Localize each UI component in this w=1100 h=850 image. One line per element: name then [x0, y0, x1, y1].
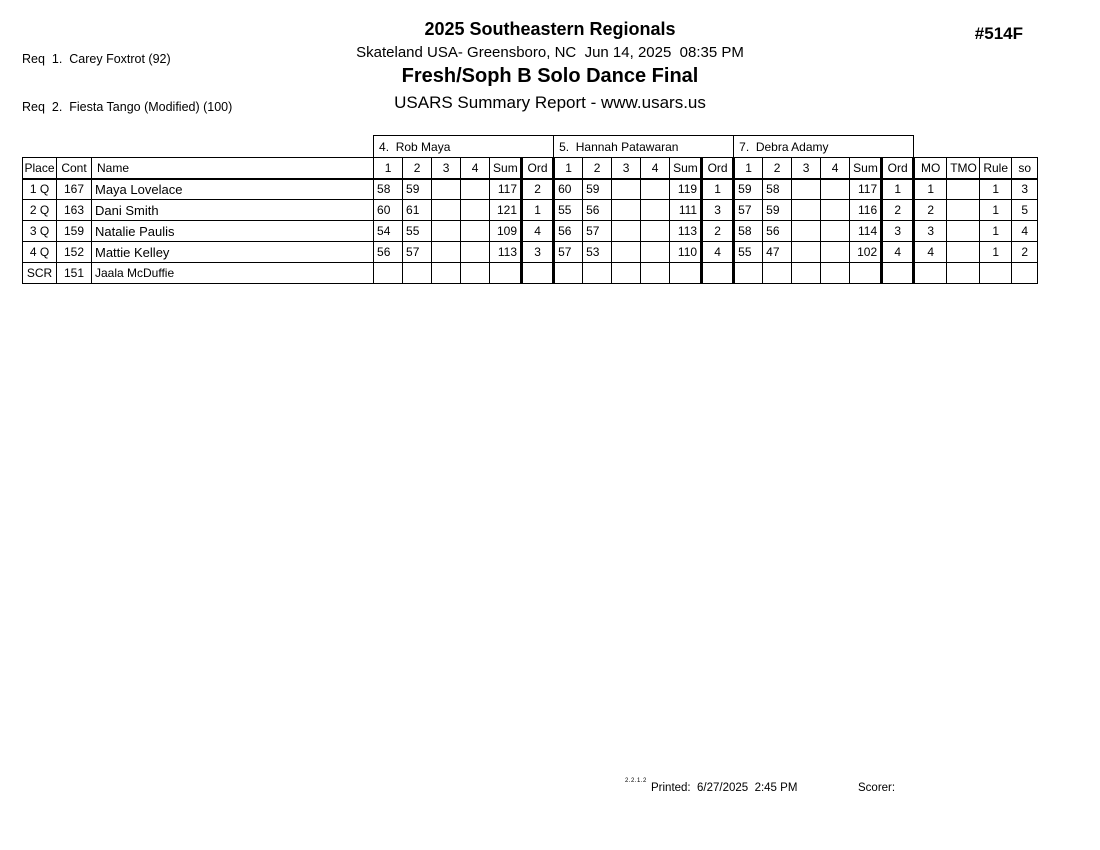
ordinal-cell: 4 [882, 242, 914, 263]
ordinal-cell: 2 [882, 200, 914, 221]
score-cell: 60 [374, 200, 403, 221]
score-cell [432, 179, 461, 200]
score-cell [821, 200, 850, 221]
sum-ordinals-cell: 4 [1012, 221, 1038, 242]
sum-column-header: Sum [670, 158, 702, 179]
score-cell [432, 221, 461, 242]
ordinal-cell: 4 [702, 242, 734, 263]
report-title: USARS Summary Report - www.usars.us [394, 93, 706, 112]
score-cell [792, 242, 821, 263]
score-cell [641, 263, 670, 284]
score-cell: 57 [403, 242, 432, 263]
ordinal-cell: 1 [882, 179, 914, 200]
sum-ordinals-cell [1012, 263, 1038, 284]
rule-column-header: Rule [980, 158, 1012, 179]
software-version: 2.2.1.2 [625, 778, 647, 784]
rule-cell: 1 [980, 179, 1012, 200]
table-row [23, 200, 1038, 221]
score-cell: 47 [763, 242, 792, 263]
score-cell [612, 200, 641, 221]
score-cell: 56 [583, 200, 612, 221]
sum-column-header: Sum [490, 158, 522, 179]
score-cell [461, 263, 490, 284]
judge-3-name: 7. Debra Adamy [734, 136, 914, 158]
results-table [22, 135, 1038, 284]
name-column-header: Name [92, 158, 374, 179]
score-cell: 55 [403, 221, 432, 242]
majority-ordinal-cell: 2 [914, 200, 947, 221]
skater-name-cell: Natalie Paulis [92, 221, 374, 242]
skater-name-cell: Maya Lovelace [92, 179, 374, 200]
score-cell [792, 263, 821, 284]
score-cell: 59 [763, 200, 792, 221]
results-table-body [23, 179, 1038, 284]
sum-ordinals-cell: 5 [1012, 200, 1038, 221]
sum-column-header: Sum [850, 158, 882, 179]
score-cell [821, 263, 850, 284]
score-column-header: 1 [734, 158, 763, 179]
total-majority-ordinal-cell [947, 221, 980, 242]
score-column-header: 3 [432, 158, 461, 179]
score-cell [821, 179, 850, 200]
mo-column-header: MO [914, 158, 947, 179]
rule-cell [980, 263, 1012, 284]
ordinal-cell [702, 263, 734, 284]
table-row [23, 242, 1038, 263]
contestant-number-cell: 151 [57, 263, 92, 284]
score-cell: 59 [403, 179, 432, 200]
majority-ordinal-cell [914, 263, 947, 284]
place-cell: 1 Q [23, 179, 57, 200]
total-majority-ordinal-cell [947, 263, 980, 284]
sum-cell [670, 263, 702, 284]
score-cell [461, 221, 490, 242]
total-majority-ordinal-cell [947, 200, 980, 221]
score-cell: 56 [374, 242, 403, 263]
place-cell: 2 Q [23, 200, 57, 221]
score-cell [461, 200, 490, 221]
sum-cell: 113 [490, 242, 522, 263]
venue-date-line: Skateland USA- Greensboro, NC Jun 14, 2025 08:35 PM [356, 44, 744, 61]
score-cell [792, 221, 821, 242]
skater-name-cell: Jaala McDuffie [92, 263, 374, 284]
score-column-header: 3 [792, 158, 821, 179]
score-cell: 57 [734, 200, 763, 221]
ord-column-header: Ord [702, 158, 734, 179]
table-row [23, 263, 1038, 284]
score-cell [583, 263, 612, 284]
sum-cell: 119 [670, 179, 702, 200]
score-cell [461, 179, 490, 200]
judge-header-spacer [23, 136, 374, 158]
column-header-row [23, 158, 1038, 179]
score-cell: 57 [554, 242, 583, 263]
ordinal-cell: 2 [522, 179, 554, 200]
score-cell [821, 221, 850, 242]
sum-cell: 117 [850, 179, 882, 200]
ordinal-cell: 1 [522, 200, 554, 221]
ord-column-header: Ord [882, 158, 914, 179]
score-cell: 57 [583, 221, 612, 242]
score-cell [432, 200, 461, 221]
ordinal-cell [882, 263, 914, 284]
sum-cell: 114 [850, 221, 882, 242]
score-cell [612, 221, 641, 242]
score-cell [763, 263, 792, 284]
event-title: Fresh/Soph B Solo Dance Final [401, 65, 699, 87]
tmo-column-header: TMO [947, 158, 980, 179]
judge-header-row [23, 136, 1038, 158]
score-cell: 61 [403, 200, 432, 221]
score-cell [554, 263, 583, 284]
sum-cell: 121 [490, 200, 522, 221]
score-cell: 58 [374, 179, 403, 200]
score-cell: 53 [583, 242, 612, 263]
score-cell: 56 [554, 221, 583, 242]
score-cell: 58 [763, 179, 792, 200]
score-cell: 58 [734, 221, 763, 242]
rule-cell: 1 [980, 242, 1012, 263]
ordinal-cell: 4 [522, 221, 554, 242]
score-column-header: 2 [403, 158, 432, 179]
score-cell: 59 [583, 179, 612, 200]
rule-cell: 1 [980, 221, 1012, 242]
majority-ordinal-cell: 4 [914, 242, 947, 263]
judge-header-spacer [914, 136, 1038, 158]
score-column-header: 1 [374, 158, 403, 179]
sum-cell: 111 [670, 200, 702, 221]
score-cell [432, 242, 461, 263]
skater-name-cell: Mattie Kelley [92, 242, 374, 263]
table-row [23, 179, 1038, 200]
judge-1-name: 4. Rob Maya [374, 136, 554, 158]
score-column-header: 1 [554, 158, 583, 179]
place-cell: 4 Q [23, 242, 57, 263]
score-cell [792, 200, 821, 221]
place-column-header: Place [23, 158, 57, 179]
score-cell [612, 242, 641, 263]
score-column-header: 4 [461, 158, 490, 179]
sum-cell: 110 [670, 242, 702, 263]
sum-ordinals-cell: 2 [1012, 242, 1038, 263]
sum-cell: 102 [850, 242, 882, 263]
score-cell [641, 221, 670, 242]
table-row [23, 221, 1038, 242]
score-cell [461, 242, 490, 263]
score-cell [792, 179, 821, 200]
ordinal-cell: 3 [882, 221, 914, 242]
score-cell: 60 [554, 179, 583, 200]
majority-ordinal-cell: 1 [914, 179, 947, 200]
skater-name-cell: Dani Smith [92, 200, 374, 221]
score-cell [641, 200, 670, 221]
sum-cell: 109 [490, 221, 522, 242]
ordinal-cell: 1 [702, 179, 734, 200]
score-column-header: 3 [612, 158, 641, 179]
score-cell [374, 263, 403, 284]
score-cell [821, 242, 850, 263]
score-cell [734, 263, 763, 284]
score-column-header: 2 [763, 158, 792, 179]
contestant-number-cell: 163 [57, 200, 92, 221]
score-column-header: 4 [641, 158, 670, 179]
report-footer [0, 780, 1100, 798]
report-header [0, 19, 1100, 113]
contestant-number-cell: 159 [57, 221, 92, 242]
place-cell: 3 Q [23, 221, 57, 242]
contestant-number-cell: 167 [57, 179, 92, 200]
contestant-column-header: Cont [57, 158, 92, 179]
sum-cell: 117 [490, 179, 522, 200]
score-cell: 59 [734, 179, 763, 200]
total-majority-ordinal-cell [947, 242, 980, 263]
requirement-line-1: Req 1. Carey Foxtrot (92) [22, 52, 171, 66]
score-cell [641, 242, 670, 263]
sum-cell [490, 263, 522, 284]
judge-2-name: 5. Hannah Patawaran [554, 136, 734, 158]
requirement-line-2: Req 2. Fiesta Tango (Modified) (100) [22, 100, 233, 114]
sum-ordinals-cell: 3 [1012, 179, 1038, 200]
score-column-header: 4 [821, 158, 850, 179]
majority-ordinal-cell: 3 [914, 221, 947, 242]
score-cell [432, 263, 461, 284]
place-cell: SCR [23, 263, 57, 284]
score-cell [641, 179, 670, 200]
sum-cell: 116 [850, 200, 882, 221]
so-column-header: so [1012, 158, 1038, 179]
ordinal-cell: 2 [702, 221, 734, 242]
ordinal-cell [522, 263, 554, 284]
score-cell [403, 263, 432, 284]
contestant-number-cell: 152 [57, 242, 92, 263]
score-cell: 55 [734, 242, 763, 263]
sum-cell: 113 [670, 221, 702, 242]
scorer-label: Scorer: [858, 782, 896, 794]
ord-column-header: Ord [522, 158, 554, 179]
score-cell: 54 [374, 221, 403, 242]
ordinal-cell: 3 [702, 200, 734, 221]
score-cell [612, 263, 641, 284]
printed-timestamp: Printed: 6/27/2025 2:45 PM [651, 782, 798, 794]
event-number: #514F [974, 24, 1023, 43]
score-cell: 56 [763, 221, 792, 242]
competition-title: 2025 Southeastern Regionals [424, 19, 676, 39]
ordinal-cell: 3 [522, 242, 554, 263]
sum-cell [850, 263, 882, 284]
score-column-header: 2 [583, 158, 612, 179]
total-majority-ordinal-cell [947, 179, 980, 200]
score-cell: 55 [554, 200, 583, 221]
score-cell [612, 179, 641, 200]
rule-cell: 1 [980, 200, 1012, 221]
